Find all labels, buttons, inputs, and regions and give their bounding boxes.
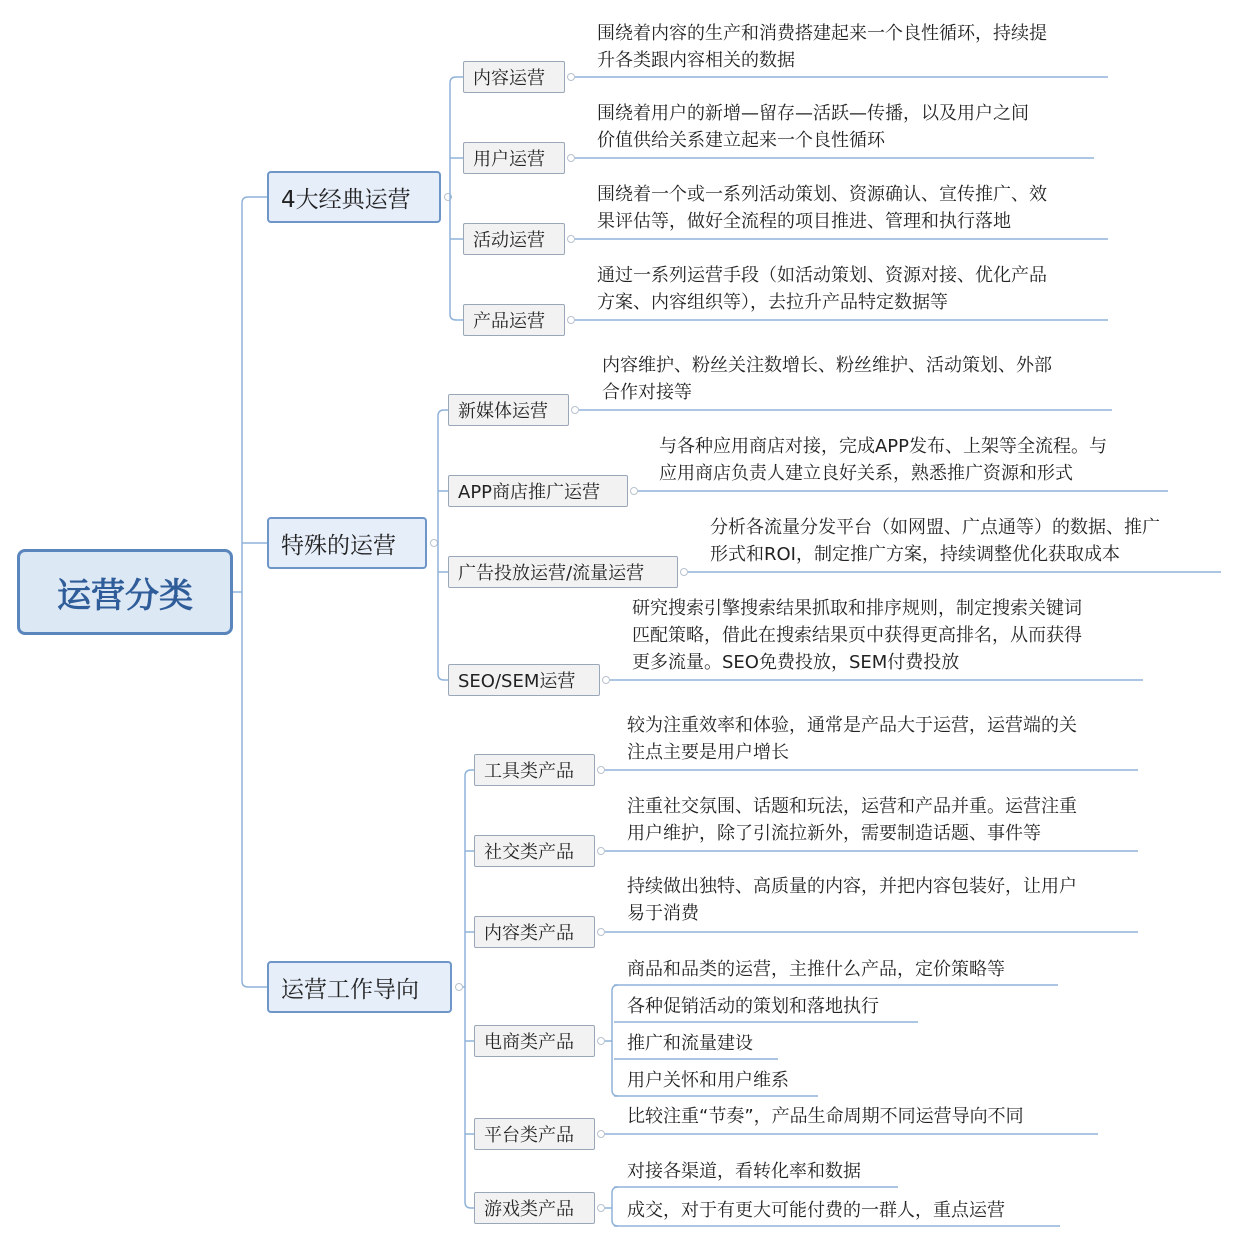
description-line: 通过一系列运营手段（如活动策划、资源对接、优化产品 [597,265,1047,286]
sub-node-collapse-toggle[interactable] [568,317,575,324]
sub-node-collapse-toggle[interactable] [598,848,605,855]
description-line: 应用商店负责人建立良好关系，熟悉推广资源和形式 [659,463,1073,484]
sub-node-collapse-toggle[interactable] [568,236,575,243]
branch-3-collapse-toggle[interactable] [456,984,463,991]
sub-node[interactable]: 工具类产品 [474,754,595,786]
root-node[interactable]: 运营分类 [17,549,233,635]
sub-node[interactable]: 内容运营 [463,61,565,93]
description-line: 分析各流量分发平台（如网盟、广点通等）的数据、推广 [710,517,1160,538]
branch-3-bracket-stem [465,770,471,1208]
sub-node[interactable]: 游戏类产品 [474,1192,595,1224]
sub-node[interactable]: 平台类产品 [474,1118,595,1150]
branch-3-node[interactable]: 运营工作导向 [267,961,452,1013]
detail-item[interactable]: 成交，对于有更大可能付费的一群人，重点运营 [627,1200,1005,1221]
detail-item[interactable]: 用户关怀和用户维系 [627,1070,789,1091]
sub-node[interactable]: 用户运营 [463,142,565,174]
sub-node-collapse-toggle[interactable] [598,767,605,774]
description-line: 与各种应用商店对接，完成APP发布、上架等全流程。与 [659,436,1108,457]
trunk-stem [242,197,248,987]
description-line: 研究搜索引擎搜索结果抓取和排序规则，制定搜索关键词 [632,598,1082,619]
description-line: 围绕着一个或一系列活动策划、资源确认、宣传推广、效 [597,184,1047,205]
sub-node[interactable]: SEO/SEM运营 [448,664,600,696]
sub-node-collapse-toggle[interactable] [598,1205,605,1212]
description-line: 易于消费 [627,903,699,924]
branch-2-node[interactable]: 特殊的运营 [267,517,427,569]
description-line: 注重社交氛围、话题和玩法，运营和产品并重。运营注重 [627,796,1077,817]
description-line: 用户维护，除了引流拉新外，需要制造话题、事件等 [627,823,1041,844]
sub-node[interactable]: 广告投放运营/流量运营 [448,556,678,588]
sub-node[interactable]: 社交类产品 [474,835,595,867]
description-line: 围绕着用户的新增—留存—活跃—传播，以及用户之间 [597,103,1029,124]
description-line: 内容维护、粉丝关注数增长、粉丝维护、活动策划、外部 [602,355,1052,376]
sub-node-collapse-toggle[interactable] [568,155,575,162]
branch-2-collapse-toggle[interactable] [431,540,438,547]
detail-item[interactable]: 对接各渠道，看转化率和数据 [627,1161,861,1182]
branch-2-bracket-stem [438,410,444,680]
description-line: 较为注重效率和体验，通常是产品大于运营，运营端的关 [627,715,1077,736]
description-line: 围绕着内容的生产和消费搭建起来一个良性循环，持续提 [597,23,1047,44]
sub-node-collapse-toggle[interactable] [572,407,579,414]
detail-item[interactable]: 商品和品类的运营，主推什么产品，定价策略等 [627,959,1005,980]
sub-node[interactable]: 新媒体运营 [448,394,569,426]
items-bracket [612,985,618,1096]
sub-node-collapse-toggle[interactable] [603,677,610,684]
detail-item[interactable]: 推广和流量建设 [627,1033,753,1054]
sub-node[interactable]: 产品运营 [463,304,565,336]
sub-node-collapse-toggle[interactable] [631,488,638,495]
description-line: 价值供给关系建立起来一个良性循环 [597,130,885,151]
sub-node-collapse-toggle[interactable] [568,74,575,81]
items-bracket [612,1187,618,1226]
description-line: 形式和ROI，制定推广方案，持续调整优化获取成本 [710,544,1120,565]
sub-node-collapse-toggle[interactable] [598,929,605,936]
description-line: 注点主要是用户增长 [627,742,789,763]
description-line: 果评估等，做好全流程的项目推进、管理和执行落地 [597,211,1011,232]
description-line: 比较注重“节奏”，产品生命周期不同运营导向不同 [627,1106,1024,1127]
sub-node[interactable]: APP商店推广运营 [448,475,628,507]
detail-item[interactable]: 各种促销活动的策划和落地执行 [627,996,879,1017]
description-line: 持续做出独特、高质量的内容，并把内容包装好，让用户 [627,876,1077,897]
sub-node[interactable]: 电商类产品 [474,1025,595,1057]
description-line: 方案、内容组织等），去拉升产品特定数据等 [597,292,948,313]
description-line: 匹配策略，借此在搜索结果页中获得更高排名，从而获得 [632,625,1082,646]
description-line: 更多流量。SEO免费投放，SEM付费投放 [632,652,960,673]
sub-node[interactable]: 活动运营 [463,223,565,255]
sub-node-collapse-toggle[interactable] [598,1131,605,1138]
sub-node[interactable]: 内容类产品 [474,916,595,948]
sub-node-collapse-toggle[interactable] [598,1038,605,1045]
description-line: 合作对接等 [602,382,692,403]
description-line: 升各类跟内容相关的数据 [597,50,795,71]
sub-node-collapse-toggle[interactable] [681,569,688,576]
branch-1-node[interactable]: 4大经典运营 [267,171,441,223]
